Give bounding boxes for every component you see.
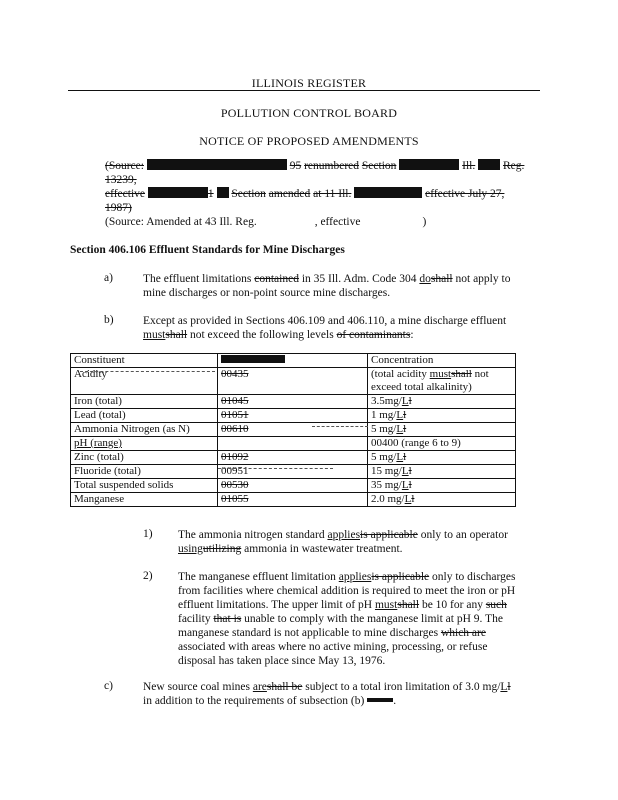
register-title: ILLINOIS REGISTER bbox=[251, 76, 367, 90]
redaction bbox=[217, 187, 229, 198]
table-row: Zinc (total) 01092 5 mg/Ll bbox=[71, 451, 516, 465]
table-row: Fluoride (total) 00951 15 mg/Ll bbox=[71, 465, 516, 479]
para-a-label: a) bbox=[104, 272, 113, 284]
table-row: Ammonia Nitrogen (as N) 00610 5 mg/Ll bbox=[71, 423, 516, 437]
redaction bbox=[399, 159, 459, 170]
redaction bbox=[148, 187, 208, 198]
table-row: Acidity 00435 (total acidity mustshall not exceed total alkalinity) bbox=[71, 368, 516, 395]
table-row: Total suspended solids 00530 35 mg/Ll bbox=[71, 479, 516, 493]
note-1-label: 1) bbox=[143, 528, 153, 540]
source-old: (Source: 95 renumbered Section Ill. Reg. 13239, effective 1 Section amended at 11 Ill. effective July 27, 1987) bbox=[105, 160, 525, 214]
note-2-text: The manganese effluent limitation appliesis applicable only to discharges from facilities where chemical addition is required to meet the iron or pH effluent limitations. The upper limit of pH mustshall be 10 for any such facility that is unable to comply with the manganese limit at pH 9. The manganese standard is not applicable to mine discharges which are associated with areas where no active mining, processing, or refuse disposal has taken place since May 13, 1976. bbox=[178, 571, 516, 667]
effluent-standards-table bbox=[70, 353, 516, 507]
note-1-text: The ammonia nitrogen standard appliesis applicable only to an operator usingutilizing ammonia in wastewater treatment. bbox=[178, 529, 508, 555]
para-b-label: b) bbox=[104, 314, 114, 326]
section-title: Section 406.106 Effluent Standards for Mine Discharges bbox=[70, 244, 345, 256]
redaction bbox=[147, 159, 287, 170]
header-storet-redacted bbox=[218, 354, 368, 368]
table-header-row bbox=[71, 354, 516, 368]
redaction bbox=[354, 187, 422, 198]
para-c-text: New source coal mines areshall be subject to a total iron limitation of 3.0 mg/Ll in addition to the requirements of subsection (b) . bbox=[143, 681, 511, 707]
para-b-text: Except as provided in Sections 406.109 and 406.110, a mine discharge effluent mustshall not exceed the following levels of contaminants: bbox=[143, 315, 507, 341]
redaction bbox=[478, 159, 500, 170]
source-new: (Source: Amended at 43 Ill. Reg. , effective ) bbox=[105, 216, 427, 228]
redaction bbox=[367, 698, 393, 702]
para-c-label: c) bbox=[104, 680, 113, 692]
table-row: Lead (total) 01051 1 mg/Ll bbox=[71, 409, 516, 423]
note-2-label: 2) bbox=[143, 570, 153, 582]
scan-artifact-line bbox=[312, 426, 368, 427]
header-concentration: Concentration bbox=[368, 354, 516, 368]
scan-artifact-line bbox=[80, 371, 215, 372]
table-row: pH (range) 00400 (range 6 to 9) bbox=[71, 437, 516, 451]
para-a-text: The effluent limitations contained in 35 Ill. Adm. Code 304 doshall not apply to mine discharges or non-point source mine discharges. bbox=[143, 273, 511, 299]
scan-artifact-line bbox=[218, 468, 333, 469]
agency-title: POLLUTION CONTROL BOARD bbox=[220, 106, 398, 120]
table-row: Manganese 01055 2.0 mg/Ll bbox=[71, 493, 516, 507]
table-row: Iron (total) 01045 3.5mg/Ll bbox=[71, 395, 516, 409]
header-constituent: Constituent bbox=[71, 354, 218, 368]
notice-title: NOTICE OF PROPOSED AMENDMENTS bbox=[199, 134, 419, 148]
redaction bbox=[221, 355, 285, 363]
header-rule bbox=[68, 90, 540, 91]
